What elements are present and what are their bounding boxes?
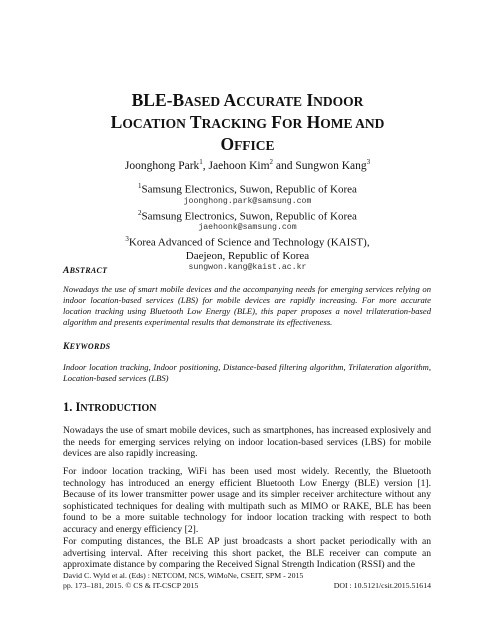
author-email-1: joonghong.park@samsung.com bbox=[183, 196, 312, 206]
affiliation-mark: 1 bbox=[138, 182, 142, 190]
keywords-heading bbox=[63, 342, 110, 352]
author-separator: , bbox=[202, 159, 209, 172]
title-text: ASED bbox=[184, 94, 221, 109]
affiliation-1 bbox=[40, 180, 455, 197]
title-line-2 bbox=[40, 112, 455, 134]
affiliation-name: Samsung Electronics, Suwon, Republic of Korea bbox=[141, 210, 357, 223]
title-text: O bbox=[220, 134, 235, 154]
heading-text: EYWORDS bbox=[69, 342, 111, 351]
title-line-1 bbox=[40, 90, 455, 112]
title-text: BLE-B bbox=[131, 90, 185, 110]
abstract-heading bbox=[63, 266, 107, 276]
heading-text: NTRODUCTION bbox=[80, 403, 157, 414]
heading-text: I bbox=[75, 400, 81, 414]
affiliation-3-line-2: Daejeon, Republic of Korea bbox=[185, 249, 310, 262]
author-separator: and bbox=[273, 159, 296, 172]
paragraph: Nowadays the use of smart mobile devices, such as smartphones, has increased explosively and the needs for emerging services relying on indoor location-based services (LBS) for mobile devices are also rapidly increasing. bbox=[63, 425, 431, 460]
affiliation-2 bbox=[40, 207, 455, 224]
author-affiliation-mark: 2 bbox=[269, 158, 274, 166]
affiliations bbox=[40, 180, 455, 273]
affiliation-name: Korea Advanced of Science and Technology (KAIST), bbox=[128, 236, 370, 249]
paragraph: For computing distances, the BLE AP just broadcasts a short packet periodically with an advertising interval. After receiving this short packet, the BLE receiver can compute an approximate distance by comparing the Received Signal Strength Indication (RSSI) and the bbox=[63, 536, 431, 571]
title-text: H bbox=[302, 112, 321, 132]
section-heading-introduction bbox=[63, 400, 157, 415]
keywords-text: Indoor location tracking, Indoor positioning, Distance-based filtering algorithm, Trilateration algorithm, Location-based services (LBS) bbox=[63, 362, 431, 383]
title-text: A bbox=[220, 90, 237, 110]
title-text: F bbox=[266, 112, 282, 132]
author-affiliation-mark: 3 bbox=[366, 158, 371, 166]
section-number: 1. bbox=[63, 400, 76, 414]
title-text: L bbox=[110, 112, 123, 132]
title-line-3 bbox=[40, 134, 455, 156]
title-text: T bbox=[185, 112, 202, 132]
footer-row bbox=[63, 581, 431, 591]
footer-pages: pp. 173–181, 2015. © CS & IT-CSCP 2015 bbox=[63, 581, 199, 590]
heading-text: A bbox=[63, 266, 70, 276]
paper-title bbox=[40, 90, 455, 156]
affiliation-mark: 2 bbox=[138, 208, 142, 217]
affiliation-3 bbox=[40, 233, 455, 250]
author-name: Jaehoon Kim bbox=[208, 159, 270, 172]
heading-text: K bbox=[63, 342, 70, 352]
author-affiliation-mark: 1 bbox=[199, 158, 203, 166]
title-text: OCATION bbox=[122, 116, 186, 131]
title-text: FFICE bbox=[234, 138, 275, 153]
author-name: Joonghong Park bbox=[124, 159, 200, 172]
title-text: RACKING bbox=[201, 116, 267, 131]
title-text: OR bbox=[281, 116, 303, 131]
title-text: I bbox=[301, 90, 314, 110]
title-text: OME AND bbox=[320, 116, 385, 131]
footer-citation: David C. Wyld et al. (Eds) : NETCOM, NCS, WiMoNe, CSEIT, SPM - 2015 bbox=[63, 571, 304, 580]
heading-text: BSTRACT bbox=[69, 266, 108, 275]
footer-doi: DOI : 10.5121/csit.2015.51614 bbox=[333, 581, 431, 590]
abstract-text: Nowadays the use of smart mobile devices and the accompanying needs for emerging services relying on indoor location-based services (LBS) for mobile devices are rapidly increasing. For more accurate location tracking using Bluetooth Low Energy (BLE), this paper proposes a novel trilateration-based algorithm and presents experimental results that demonstrate its effectiveness. bbox=[63, 284, 431, 327]
author-name: Sungwon Kang bbox=[295, 159, 367, 172]
author-list bbox=[40, 155, 455, 173]
author-email-3: sungwon.kang@kaist.ac.kr bbox=[188, 262, 307, 272]
title-text: CCURATE bbox=[236, 94, 302, 109]
paragraph: For indoor location tracking, WiFi has been used most widely. Recently, the Bluetooth technology has introduced an energy efficient Bluetooth Low Energy (BLE) version [1]. Because of its lower transmitter power usage and its simpler receiver architecture without any sophisticated techniques for dealing with multipath such as MIMO or RAKE, BLE has been found to be a more suitable technology for indoor location tracking with respect to both accuracy and energy efficiency [2]. bbox=[63, 466, 431, 535]
affiliation-name: Samsung Electronics, Suwon, Republic of Korea bbox=[141, 183, 357, 196]
title-text: NDOOR bbox=[313, 94, 364, 109]
page-footer bbox=[63, 571, 431, 591]
affiliation-mark: 3 bbox=[125, 235, 129, 244]
author-email-2: jaehoonk@samsung.com bbox=[198, 223, 297, 233]
